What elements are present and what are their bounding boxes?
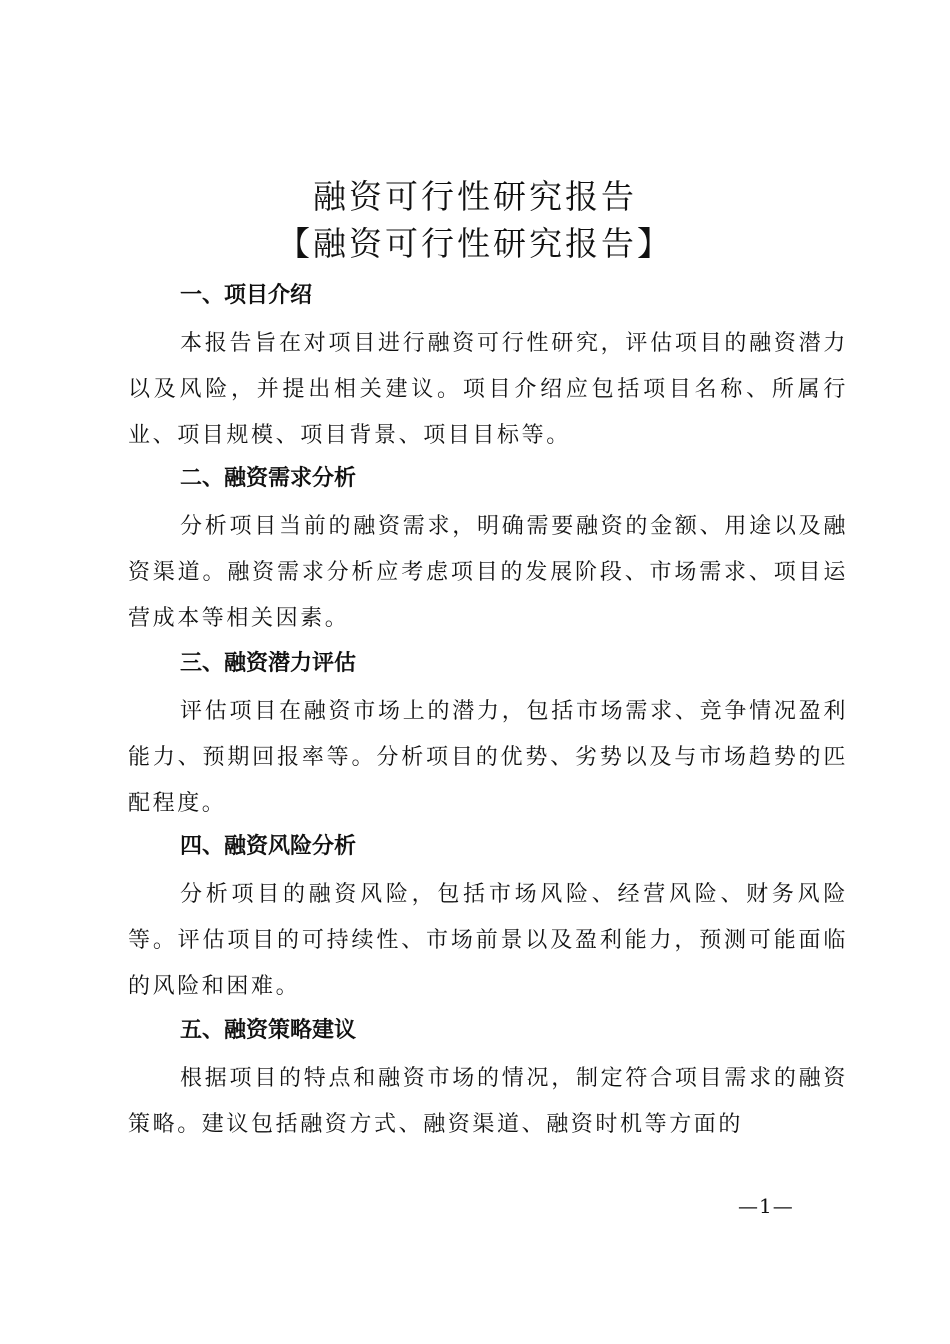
page-number: —1— <box>738 1194 794 1218</box>
section-project-intro <box>128 281 848 459</box>
document-subtitle: 【融资可行性研究报告】 <box>277 224 673 263</box>
section-heading: 四、融资风险分析 <box>180 834 357 859</box>
section-paragraph: 分析项目当前的融资需求，明确需要融资的金额、用途以及融资渠道。融资需求分析应考虑项目的发展阶段、市场需求、项目运营成本等相关因素。 <box>128 514 848 631</box>
section-financing-needs <box>128 464 848 642</box>
section-financing-strategy <box>128 1016 848 1148</box>
section-heading: 三、融资潜力评估 <box>180 651 357 676</box>
section-paragraph: 评估项目在融资市场上的潜力，包括市场需求、竞争情况盈利能力、预期回报率等。分析项目的优势、劣势以及与市场趋势的匹配程度。 <box>128 699 848 816</box>
section-paragraph: 根据项目的特点和融资市场的情况，制定符合项目需求的融资策略。建议包括融资方式、融资渠道、融资时机等方面的 <box>128 1066 848 1137</box>
document-title: 融资可行性研究报告 <box>313 177 637 216</box>
section-financing-risk <box>128 832 848 1010</box>
section-heading: 一、项目介绍 <box>180 283 313 308</box>
section-heading: 五、融资策略建议 <box>180 1018 357 1043</box>
section-paragraph: 本报告旨在对项目进行融资可行性研究，评估项目的融资潜力以及风险，并提出相关建议。项目介绍应包括项目名称、所属行业、项目规模、项目背景、项目目标等。 <box>128 331 848 448</box>
section-heading: 二、融资需求分析 <box>180 466 357 491</box>
section-financing-potential <box>128 649 848 827</box>
section-paragraph: 分析项目的融资风险，包括市场风险、经营风险、财务风险等。评估项目的可持续性、市场前景以及盈利能力，预测可能面临的风险和困难。 <box>128 882 848 999</box>
